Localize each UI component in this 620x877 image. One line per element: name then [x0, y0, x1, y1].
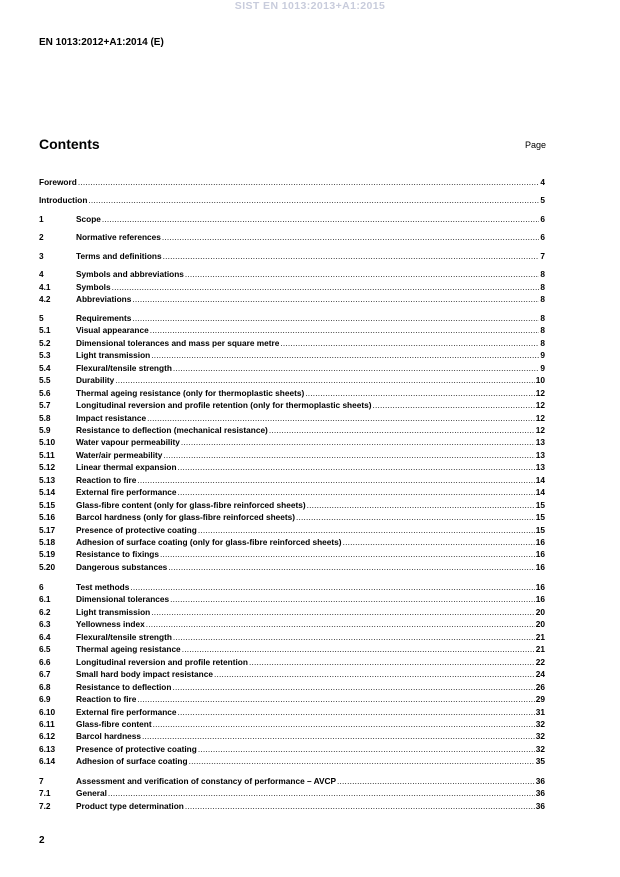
toc-entry[interactable] — [39, 719, 545, 730]
toc-entry-number: 5.6 — [39, 388, 51, 398]
toc-entry[interactable] — [39, 294, 545, 305]
toc-entry-page: 15 — [535, 512, 545, 522]
toc-leader-dots — [151, 350, 539, 361]
toc-entry-title: Small hard body impact resistance — [76, 669, 213, 679]
toc-entry-page: 35 — [535, 756, 545, 766]
toc-entry-title: Symbols — [76, 282, 111, 292]
toc-entry[interactable] — [39, 744, 545, 755]
toc-entry-number: 5.13 — [39, 475, 56, 485]
toc-entry[interactable] — [39, 214, 545, 225]
toc-entry[interactable] — [39, 282, 545, 293]
toc-leader-dots — [185, 801, 535, 812]
toc-entry[interactable] — [39, 363, 545, 374]
toc-entry[interactable] — [39, 512, 545, 523]
toc-entry[interactable] — [39, 251, 545, 262]
contents-heading: Contents — [39, 136, 100, 152]
toc-entry-title: Resistance to deflection — [76, 682, 172, 692]
toc-entry-page: 8 — [540, 282, 545, 292]
toc-entry-number: 6.3 — [39, 619, 51, 629]
toc-entry[interactable] — [39, 788, 545, 799]
toc-leader-dots — [305, 388, 535, 399]
toc-entry-number: 5.16 — [39, 512, 56, 522]
toc-entry-page: 20 — [535, 607, 545, 617]
toc-leader-dots — [137, 475, 534, 486]
toc-entry-number: 5.15 — [39, 500, 56, 510]
toc-entry-title: Durability — [76, 375, 115, 385]
toc-entry-title: Reaction to fire — [76, 694, 137, 704]
toc-entry-title: Barcol hardness — [76, 731, 142, 741]
toc-entry-title: Adhesion of surface coating — [76, 756, 188, 766]
toc-entry-page: 4 — [540, 177, 545, 187]
toc-entry-title: Longitudinal reversion and profile retention — [76, 657, 248, 667]
toc-entry-title: Abbreviations — [76, 294, 132, 304]
toc-entry-number: 6.6 — [39, 657, 51, 667]
toc-entry[interactable] — [39, 177, 545, 188]
toc-entry-page: 29 — [535, 694, 545, 704]
toc-leader-dots — [163, 251, 540, 262]
toc-entry-page: 9 — [540, 363, 545, 373]
toc-leader-dots — [132, 294, 539, 305]
toc-entry-page: 20 — [535, 619, 545, 629]
toc-entry-number: 6.11 — [39, 719, 55, 729]
toc-entry-title: Reaction to fire — [76, 475, 137, 485]
toc-leader-dots — [296, 512, 535, 523]
toc-entry-title: Assessment and verification of constancy of performance – AVCP — [76, 776, 337, 786]
toc-entry-number: 5.3 — [39, 350, 51, 360]
toc-entry-title: Light transmission — [76, 607, 151, 617]
toc-entry-page: 14 — [535, 475, 545, 485]
toc-entry-page: 31 — [535, 707, 545, 717]
toc-leader-dots — [198, 744, 535, 755]
toc-entry[interactable] — [39, 195, 545, 206]
toc-entry-number: 6.8 — [39, 682, 51, 692]
toc-leader-dots — [178, 462, 535, 473]
toc-entry-number: 5.1 — [39, 325, 51, 335]
toc-entry-title: Requirements — [76, 313, 132, 323]
toc-entry-title: Flexural/tensile strength — [76, 363, 172, 373]
toc-entry-page: 5 — [540, 195, 545, 205]
toc-entry-title: Light transmission — [76, 350, 151, 360]
toc-entry-number: 5.5 — [39, 375, 51, 385]
toc-entry-page: 8 — [540, 269, 545, 279]
toc-entry-number: 6.12 — [39, 731, 56, 741]
toc-entry[interactable] — [39, 232, 545, 243]
toc-entry-number: 5 — [39, 313, 44, 323]
toc-entry-title: Symbols and abbreviations — [76, 269, 184, 279]
toc-leader-dots — [198, 525, 535, 536]
toc-leader-dots — [150, 325, 540, 336]
toc-entry-number: 4 — [39, 269, 44, 279]
toc-entry-page: 21 — [535, 644, 545, 654]
toc-entry-number: 6.10 — [39, 707, 56, 717]
toc-leader-dots — [373, 400, 535, 411]
toc-entry[interactable] — [39, 619, 545, 630]
toc-entry-page: 8 — [540, 294, 545, 304]
toc-entry-title: Thermal ageing resistance — [76, 644, 181, 654]
toc-entry-title: Flexural/tensile strength — [76, 632, 172, 642]
toc-entry-page: 36 — [535, 788, 545, 798]
toc-entry[interactable] — [39, 425, 545, 436]
toc-entry-title: Glass-fibre content — [76, 719, 152, 729]
toc-entry-number: 3 — [39, 251, 44, 261]
toc-leader-dots — [337, 776, 535, 787]
toc-entry-number: 5.11 — [39, 450, 55, 460]
toc-leader-dots — [88, 195, 539, 206]
toc-entry-page: 10 — [535, 375, 545, 385]
toc-entry-title: Test methods — [76, 582, 130, 592]
toc-entry-number: 5.17 — [39, 525, 56, 535]
toc-entry-page: 9 — [540, 350, 545, 360]
toc-entry-page: 13 — [535, 462, 545, 472]
toc-leader-dots — [168, 562, 534, 573]
toc-leader-dots — [249, 657, 535, 668]
toc-entry-number: 4.2 — [39, 294, 51, 304]
toc-entry-title: Dimensional tolerances and mass per square metre — [76, 338, 280, 348]
toc-entry[interactable] — [39, 375, 545, 386]
toc-entry-title: Yellowness index — [76, 619, 145, 629]
toc-entry-number: 5.14 — [39, 487, 56, 497]
toc-entry[interactable] — [39, 801, 545, 812]
toc-entry-number: 5.10 — [39, 437, 56, 447]
toc-entry-number: 2 — [39, 232, 44, 242]
toc-entry[interactable] — [39, 562, 545, 573]
toc-entry[interactable] — [39, 350, 545, 361]
toc-entry[interactable] — [39, 413, 545, 424]
toc-entry-page: 13 — [535, 437, 545, 447]
toc-entry-page: 16 — [535, 549, 545, 559]
toc-entry[interactable] — [39, 325, 545, 336]
toc-entry-page: 26 — [535, 682, 545, 692]
toc-entry-number: 1 — [39, 214, 44, 224]
toc-entry-title: General — [76, 788, 107, 798]
toc-entry-title: Visual appearance — [76, 325, 149, 335]
toc-leader-dots — [178, 707, 535, 718]
toc-entry[interactable] — [39, 707, 545, 718]
toc-entry[interactable] — [39, 694, 545, 705]
toc-entry-page: 12 — [535, 388, 545, 398]
toc-entry[interactable] — [39, 682, 545, 693]
toc-entry-title: Thermal ageing resistance (only for thermoplastic sheets) — [76, 388, 305, 398]
toc-entry-page: 12 — [535, 425, 545, 435]
toc-entry[interactable] — [39, 632, 545, 643]
toc-entry-page: 22 — [535, 657, 545, 667]
toc-entry-page: 16 — [535, 582, 545, 592]
toc-leader-dots — [102, 214, 539, 225]
toc-entry[interactable] — [39, 549, 545, 560]
toc-entry-title: Barcol hardness (only for glass-fibre reinforced sheets) — [76, 512, 296, 522]
toc-leader-dots — [185, 269, 539, 280]
toc-entry-title: Water/air permeability — [76, 450, 163, 460]
toc-entry[interactable] — [39, 594, 545, 605]
toc-entry-page: 6 — [540, 232, 545, 242]
toc-entry[interactable] — [39, 756, 545, 767]
toc-entry-page: 32 — [535, 731, 545, 741]
toc-leader-dots — [163, 450, 534, 461]
toc-entry-title: Presence of protective coating — [76, 525, 197, 535]
toc-entry-number: 6.4 — [39, 632, 51, 642]
toc-entry-number: 5.9 — [39, 425, 51, 435]
toc-entry-number: 6.13 — [39, 744, 56, 754]
toc-entry-title: Linear thermal expansion — [76, 462, 177, 472]
toc-entry[interactable] — [39, 525, 545, 536]
toc-entry-title: Resistance to fixings — [76, 549, 159, 559]
toc-entry-page: 32 — [535, 719, 545, 729]
toc-leader-dots — [173, 363, 539, 374]
toc-entry-page: 16 — [535, 537, 545, 547]
toc-entry-page: 16 — [535, 562, 545, 572]
toc-entry[interactable] — [39, 400, 545, 411]
toc-entry[interactable] — [39, 269, 545, 280]
toc-entry-title: External fire performance — [76, 707, 177, 717]
toc-entry-title: External fire performance — [76, 487, 177, 497]
toc-entry-page: 24 — [535, 669, 545, 679]
toc-entry-page: 21 — [535, 632, 545, 642]
toc-leader-dots — [214, 669, 535, 680]
toc-entry-number: 6.14 — [39, 756, 56, 766]
toc-entry-page: 6 — [540, 214, 545, 224]
toc-entry-title: Impact resistance — [76, 413, 147, 423]
toc-entry[interactable] — [39, 462, 545, 473]
toc-leader-dots — [343, 537, 535, 548]
toc-leader-dots — [130, 582, 534, 593]
toc-entry[interactable] — [39, 607, 545, 618]
toc-entry-number: 6.7 — [39, 669, 51, 679]
toc-leader-dots — [269, 425, 535, 436]
toc-entry-number: 6.1 — [39, 594, 51, 604]
toc-entry-page: 13 — [535, 450, 545, 460]
toc-entry-page: 8 — [540, 338, 545, 348]
toc-entry[interactable] — [39, 669, 545, 680]
toc-entry-title: Dangerous substances — [76, 562, 168, 572]
toc-entry-number: 5.19 — [39, 549, 56, 559]
toc-entry-title: Scope — [76, 214, 101, 224]
toc-entry-number: 6.5 — [39, 644, 51, 654]
toc-entry-number: 7.2 — [39, 801, 51, 811]
toc-leader-dots — [307, 500, 535, 511]
toc-entry-title: Dimensional tolerances — [76, 594, 170, 604]
toc-entry-number: 5.12 — [39, 462, 56, 472]
toc-leader-dots — [146, 619, 535, 630]
toc-entry-title: Resistance to deflection (mechanical resistance) — [76, 425, 268, 435]
toc-entry-page: 32 — [535, 744, 545, 754]
toc-entry-page: 14 — [535, 487, 545, 497]
toc-leader-dots — [160, 549, 535, 560]
toc-entry-title: Introduction — [39, 195, 88, 205]
toc-leader-dots — [162, 232, 540, 243]
toc-entry-title: Product type determination — [76, 801, 184, 811]
toc-leader-dots — [132, 313, 539, 324]
toc-entry-number: 6 — [39, 582, 44, 592]
toc-entry[interactable] — [39, 487, 545, 498]
toc-leader-dots — [182, 644, 535, 655]
toc-entry-title: Foreword — [39, 177, 77, 187]
toc-entry[interactable] — [39, 313, 545, 324]
toc-leader-dots — [142, 731, 535, 742]
toc-leader-dots — [181, 437, 535, 448]
toc-entry-page: 7 — [540, 251, 545, 261]
toc-entry-page: 36 — [535, 776, 545, 786]
toc-leader-dots — [115, 375, 535, 386]
toc-entry-number: 4.1 — [39, 282, 51, 292]
toc-entry-number: 5.18 — [39, 537, 56, 547]
toc-leader-dots — [153, 719, 535, 730]
toc-leader-dots — [172, 682, 534, 693]
toc-entry-title: Water vapour permeability — [76, 437, 180, 447]
toc-entry-title: Longitudinal reversion and profile retention (only for thermoplastic sheets) — [76, 400, 372, 410]
toc-leader-dots — [280, 338, 539, 349]
toc-entry-number: 5.4 — [39, 363, 51, 373]
toc-leader-dots — [189, 756, 535, 767]
page-number: 2 — [39, 835, 45, 846]
toc-leader-dots — [137, 694, 534, 705]
toc-entry-page: 36 — [535, 801, 545, 811]
toc-entry[interactable] — [39, 657, 545, 668]
toc-entry[interactable] — [39, 450, 545, 461]
toc-entry-page: 8 — [540, 313, 545, 323]
toc-leader-dots — [170, 594, 535, 605]
toc-leader-dots — [147, 413, 535, 424]
toc-entry-page: 12 — [535, 413, 545, 423]
toc-entry-title: Adhesion of surface coating (only for glass-fibre reinforced sheets) — [76, 537, 342, 547]
toc-entry-number: 7 — [39, 776, 44, 786]
toc-entry-title: Normative references — [76, 232, 161, 242]
toc-entry[interactable] — [39, 776, 545, 787]
toc-leader-dots — [78, 177, 540, 188]
toc-entry-title: Presence of protective coating — [76, 744, 197, 754]
toc-leader-dots — [151, 607, 535, 618]
toc-entry-number: 6.9 — [39, 694, 51, 704]
toc-entry-number: 5.2 — [39, 338, 51, 348]
document-id: EN 1013:2012+A1:2014 (E) — [39, 37, 164, 48]
toc-entry-number: 5.7 — [39, 400, 51, 410]
toc-entry-page: 12 — [535, 400, 545, 410]
page-column-label: Page — [524, 140, 546, 150]
toc-entry[interactable] — [39, 644, 545, 655]
table-of-contents — [39, 0, 545, 877]
toc-entry[interactable] — [39, 437, 545, 448]
toc-entry[interactable] — [39, 500, 545, 511]
toc-entry-number: 6.2 — [39, 607, 51, 617]
toc-leader-dots — [112, 282, 540, 293]
toc-entry-number: 5.8 — [39, 413, 51, 423]
toc-entry-number: 5.20 — [39, 562, 56, 572]
watermark: SIST EN 1013:2013+A1:2015 — [234, 0, 386, 12]
toc-entry[interactable] — [39, 338, 545, 349]
toc-entry-page: 16 — [535, 594, 545, 604]
toc-entry[interactable] — [39, 537, 545, 548]
toc-entry-page: 8 — [540, 325, 545, 335]
toc-leader-dots — [173, 632, 535, 643]
toc-entry-number: 7.1 — [39, 788, 51, 798]
toc-leader-dots — [178, 487, 535, 498]
toc-entry-page: 15 — [535, 500, 545, 510]
toc-entry[interactable] — [39, 475, 545, 486]
toc-entry-title: Terms and definitions — [76, 251, 162, 261]
toc-entry[interactable] — [39, 582, 545, 593]
toc-entry[interactable] — [39, 731, 545, 742]
toc-entry[interactable] — [39, 388, 545, 399]
toc-entry-page: 15 — [535, 525, 545, 535]
toc-entry-title: Glass-fibre content (only for glass-fibre reinforced sheets) — [76, 500, 306, 510]
toc-leader-dots — [108, 788, 535, 799]
